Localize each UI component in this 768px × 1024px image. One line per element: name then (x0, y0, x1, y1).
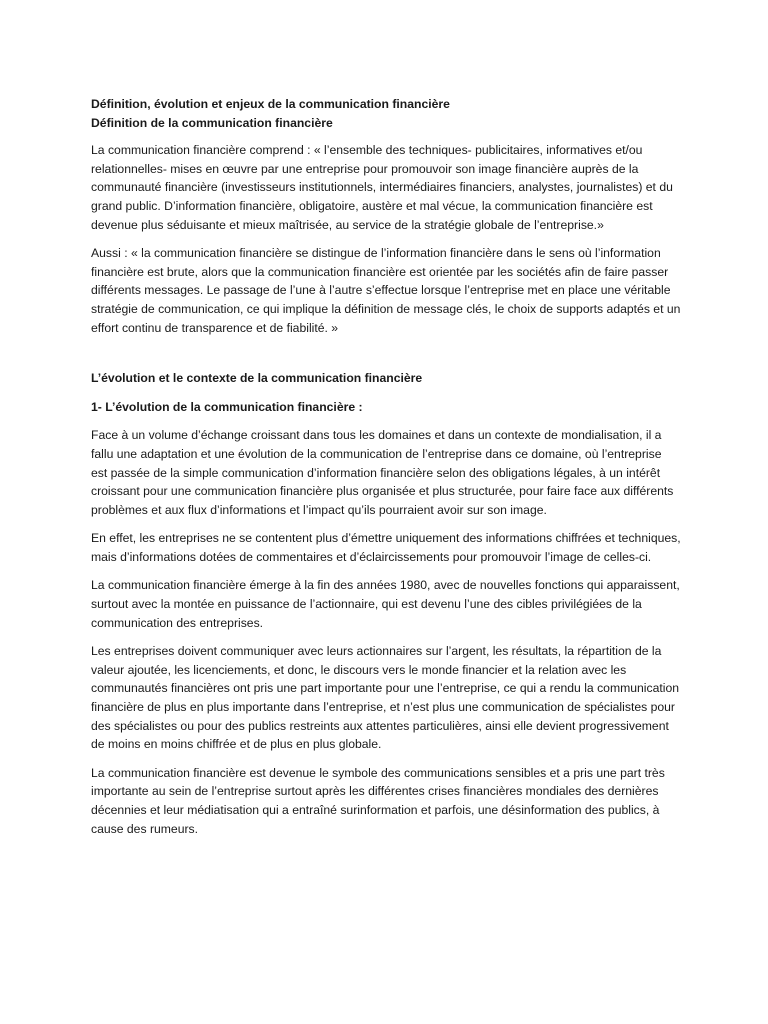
definition-paragraph-2: Aussi : « la communication financière se distingue de l’information financière dans le sens où l’information financière est brute, alors que la communication financière est orientée par les sociétés afin de faire passer différents messages. Le passage de l’une à l’autre s’effectue lorsque l’entreprise met en place une véritable stratégie de communication, ce qui implique la définition de message clés, le choix de supports adaptés et un effort continu de transparence et de fiabilité. » (91, 246, 681, 335)
definition-paragraph-1: La communication financière comprend : « l’ensemble des techniques- publicitaires, informatives et/ou relationnelles- mises en œuvre par une entreprise pour promouvoir son image financière auprès de la communauté financière (investisseurs institutionnels, intermédiaires financiers, analystes, journalistes) et du grand public. D’information financière, obligatoire, austère et mal vécue, la communication financière est devenue plus séduisante et mieux maîtrisée, au service de la stratégie globale de l’entreprise.» (91, 143, 673, 232)
evolution-paragraph-4: Les entreprises doivent communiquer avec leurs actionnaires sur l’argent, les résultats, la répartition de la valeur ajoutée, les licenciements, et donc, le discours vers le monde financier et la relation avec les communautés financières ont pris une part importante pour une l’entreprise, ce qui a rendu la communication financière de plus en plus importante dans l’entreprise, et n’est plus une communication de spécialistes pour des spécialistes ou pour des publics restreints aux attentes particulières, ainsi elle devient progressivement de moins en moins chiffrée et de plus en plus globale. (91, 644, 680, 752)
document-title: Définition, évolution et enjeux de la communication financière (91, 97, 450, 111)
section-heading: L’évolution et le contexte de la communication financière (91, 371, 423, 386)
document-page (91, 95, 681, 838)
evolution-paragraph-5: La communication financière est devenue le symbole des communications sensibles et a pris une part très importante au sein de l’entreprise surtout après les différentes crises financières mondiales des dernières décennies et leur médiatisation qui a entraîné surinformation et parfois, une désinformation des publics, à cause des rumeurs. (91, 765, 665, 836)
evolution-paragraph-1: Face à un volume d’échange croissant dans tous les domaines et dans un contexte de mondialisation, il a fallu une adaptation et une évolution de la communication de l’entreprise dans ce domaine, où l’entreprise est passée de la simple communication d’information financière selon des obligations légales, à un intérêt croissant pour une communication financière plus organisée et plus structurée, pour faire face aux différents problèmes et aux flux d’informations et l’impact qu’ils pourraient avoir sur son image. (91, 428, 674, 517)
evolution-paragraph-3: La communication financière émerge à la fin des années 1980, avec de nouvelles fonctions qui apparaissent, surtout avec la montée en puissance de l’actionnaire, qui est devenu l’une des cibles privilégiées de la communication des entreprises. (91, 578, 680, 630)
definition-heading: Définition de la communication financière (91, 115, 333, 130)
evolution-paragraph-2: En effet, les entreprises ne se contentent plus d’émettre uniquement des informations chiffrées et techniques, mais d’informations dotées de commentaires et d’éclaircissements pour promouvoir l’image de celles-ci. (91, 531, 681, 564)
subsection-heading: 1- L’évolution de la communication financière : (91, 399, 363, 414)
